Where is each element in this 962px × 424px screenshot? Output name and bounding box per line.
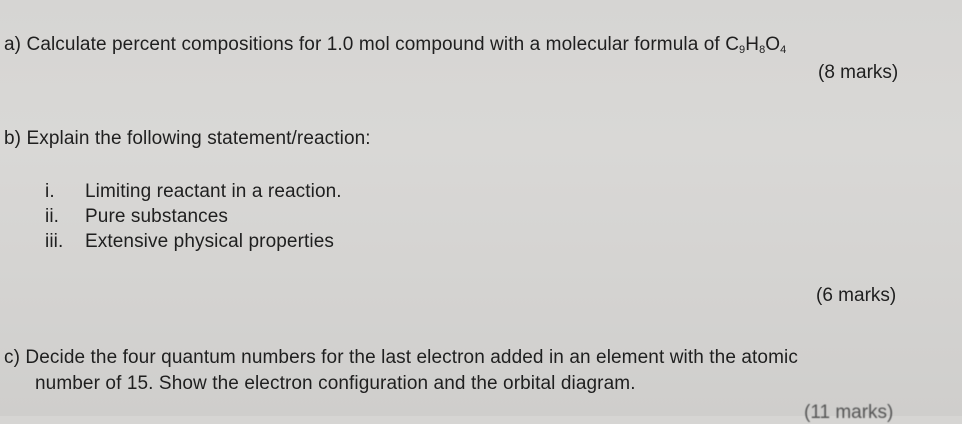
- list-item-number: iii.: [45, 231, 64, 252]
- question-b: [4, 128, 371, 150]
- question-b-label: b): [4, 128, 22, 149]
- list-item-text: Extensive physical properties: [85, 231, 334, 252]
- question-c-line-2: number of 15. Show the electron configuration and the orbital diagram.: [35, 373, 636, 394]
- question-c-line-1: [4, 347, 798, 369]
- question-a: [4, 34, 786, 56]
- question-b-text: Explain the following statement/reaction:: [26, 128, 371, 149]
- list-item-1: [45, 181, 342, 203]
- question-c-text: Decide the four quantum numbers for the last electron added in an element with the atomic: [25, 347, 798, 368]
- list-item-number: ii.: [45, 206, 60, 227]
- list-item-3: [45, 231, 334, 253]
- list-item-text: Pure substances: [85, 206, 229, 227]
- question-c-marks: (11 marks): [804, 402, 894, 423]
- list-item-text: Limiting reactant in a reaction.: [85, 181, 342, 202]
- question-b-marks: (6 marks): [816, 285, 897, 306]
- list-item-number: i.: [45, 181, 55, 202]
- question-a-text: Calculate percent compositions for 1.0 mol compound with a molecular formula of: [26, 34, 720, 55]
- question-a-marks: (8 marks): [818, 62, 899, 83]
- list-item-2: [45, 206, 228, 228]
- question-a-label: a): [4, 34, 22, 55]
- molecular-formula: $C_9H_8O_4$: [725, 34, 787, 56]
- question-c-label: c): [4, 347, 21, 368]
